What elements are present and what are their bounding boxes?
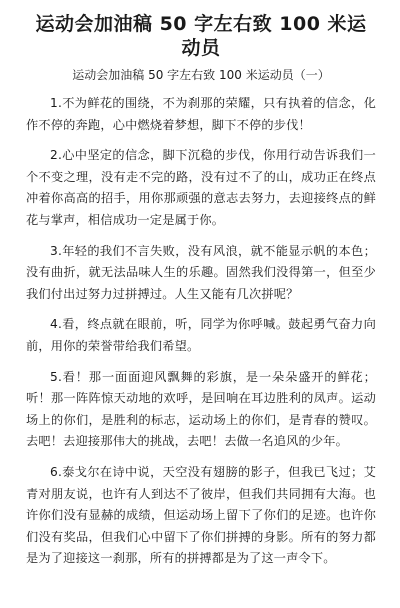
paragraph-2: 2.心中坚定的信念，脚下沉稳的步伐，你用行动告诉我们一个不变之理，没有走不完的路，没有过不了的山，成功正在终点冲着你高高的招手，用你那顽强的意志去努力，去迎接终点的鲜花与掌声，相信成功一定是属于你。 — [26, 148, 376, 227]
document-title: 运动会加油稿 50 字左右致 100 米运动员 — [35, 13, 367, 59]
paragraph-5: 5.看！那一面面迎风飘舞的彩旗，是一朵朵盛开的鲜花；听！那一阵阵惊天动地的欢呼，是回响在耳边胜利的凤声。运动场上的你们，是胜利的标志，运动场上的你们，是青春的赞叹。去吧！去迎接那伟大的挑战，去吧！去做一名追风的少年。 — [26, 369, 376, 449]
paragraph-1: 1.不为鲜花的围绕，不为刹那的荣耀，只有执着的信念，化作不停的奔跑，心中燃烧着梦想，脚下不停的步伐！ — [26, 96, 376, 132]
document-subtitle: 运动会加油稿 50 字左右致 100 米运动员（一） — [72, 68, 330, 82]
paragraph-6: 6.泰戈尔在诗中说，天空没有翅膀的影子，但我已飞过；艾青对朋友说，也许有人到达不了彼岸，但我们共同拥有大海。也许你们没有显赫的成绩，但运动场上留下了你们的足迹。也许你们没有奖品，但我们心中留下了你们拼搏的身影。所有的努力都是为了迎接这一刹那，所有的拼搏都是为了这一声令下。 — [26, 464, 376, 566]
paragraph-3: 3.年轻的我们不言失败，没有风浪，就不能显示帆的本色；没有曲折，就无法品味人生的乐趣。固然我们没得第一，但至少我们付出过努力过拼搏过。人生又能有几次拼呢？ — [26, 243, 376, 301]
paragraph-4: 4.看，终点就在眼前，听，同学为你呼喊。鼓起勇气奋力向前，用你的荣誉带给我们希望。 — [26, 317, 376, 353]
